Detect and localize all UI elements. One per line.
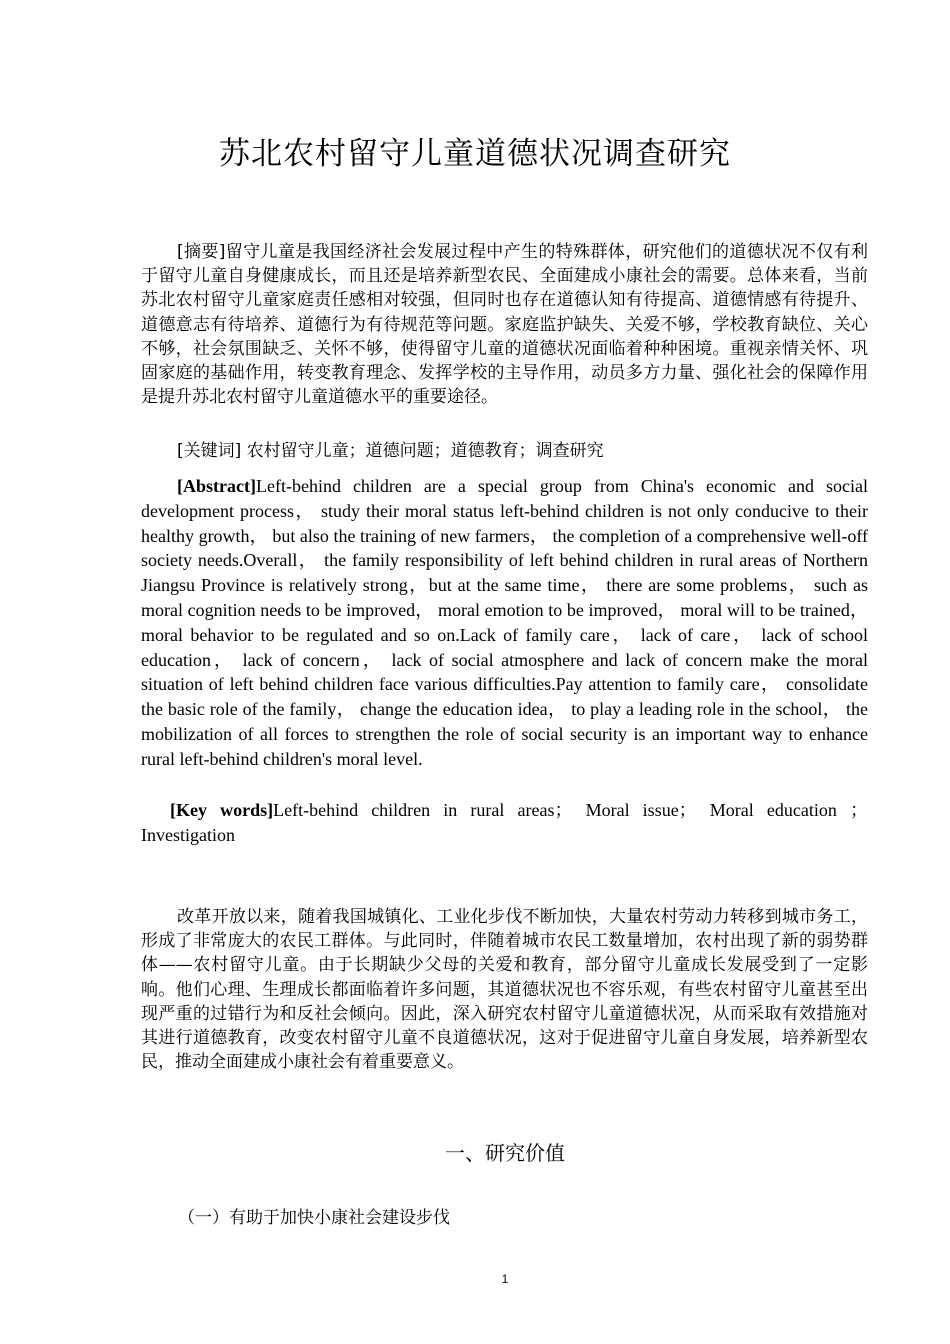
keywords-en-label: [Key words] <box>170 800 274 820</box>
chinese-abstract <box>141 240 868 409</box>
introduction-paragraph: 改革开放以来，随着我国城镇化、工业化步伐不断加快，大量农村劳动力转移到城市务工，形成了非常庞大的农民工群体。与此同时，伴随着城市农民工数量增加，农村出现了新的弱势群体——农村留守儿童。由于长期缺少父母的关爱和教育，部分留守儿童成长发展受到了一定影响。他们心理、生理成长都面临着许多问题，其道德状况也不容乐观，有些农村留守儿童甚至出现严重的过错行为和反社会倾向。因此，深入研究农村留守儿童道德状况，从而采取有效措施对其进行道德教育，改变农村留守儿童不良道德状况，这对于促进留守儿童自身发展，培养新型农民，推动全面建成小康社会有着重要意义。 <box>141 907 868 1073</box>
abstract-en-text: Left-behind children are a special group from China's economic and social development process， study their moral status left-behind children is not only conducive to their healthy growth， but also the training of new farmers， the completion of a comprehensive well-off society needs.Overall， the family responsibility of left behind children in rural areas of Northern Jiangsu Province is relatively strong，but at the same time， there are some problems， such as moral cognition needs to be improved， moral emotion to be improved， moral will to be trained， moral behavior to be regulated and so on.Lack of family care， lack of care， lack of school education， lack of concern， lack of social atmosphere and lack of concern make the moral situation of left behind children face various difficulties.Pay attention to family care， consolidate the basic role of the family， change the education idea， to play a leading role in the school， the mobilization of all forces to strengthen the role of social security is an important way to enhance rural left-behind children's moral level. <box>141 476 868 769</box>
english-abstract <box>141 474 868 772</box>
section-heading: 一、研究价值 <box>445 1141 565 1165</box>
chinese-keywords <box>141 439 868 463</box>
keywords-cn-text: 农村留守儿童；道德问题；道德教育；调查研究 <box>241 441 604 461</box>
keywords-cn-label: [关键词] <box>177 441 242 461</box>
page-number: 1 <box>501 1272 509 1286</box>
abstract-en-label: [Abstract] <box>177 476 256 496</box>
english-keywords <box>141 798 868 848</box>
abstract-cn-label: [摘要] <box>177 242 226 262</box>
abstract-cn-text: 留守儿童是我国经济社会发展过程中产生的特殊群体，研究他们的道德状况不仅有利于留守儿童自身健康成长，而且还是培养新型农民、全面建成小康社会的需要。总体来看，当前苏北农村留守儿童家庭责任感相对较强，但同时也存在道德认知有待提高、道德情感有待提升、道德意志有待培养、道德行为有待规范等问题。家庭监护缺失、关爱不够，学校教育缺位、关心不够，社会氛围缺乏、关怀不够，使得留守儿童的道德状况面临着种种困境。重视亲情关怀、巩固家庭的基础作用，转变教育理念、发挥学校的主导作用，动员多方力量、强化社会的保障作用是提升苏北农村留守儿童道德水平的重要途径。 <box>141 242 869 408</box>
keywords-en-text: Left-behind children in rural areas； Moral issue； Moral education ； Investigation <box>141 800 868 845</box>
page-title: 苏北农村留守儿童道德状况调查研究 <box>219 136 731 172</box>
subsection-heading: （一）有助于加快小康社会建设步伐 <box>178 1208 450 1228</box>
